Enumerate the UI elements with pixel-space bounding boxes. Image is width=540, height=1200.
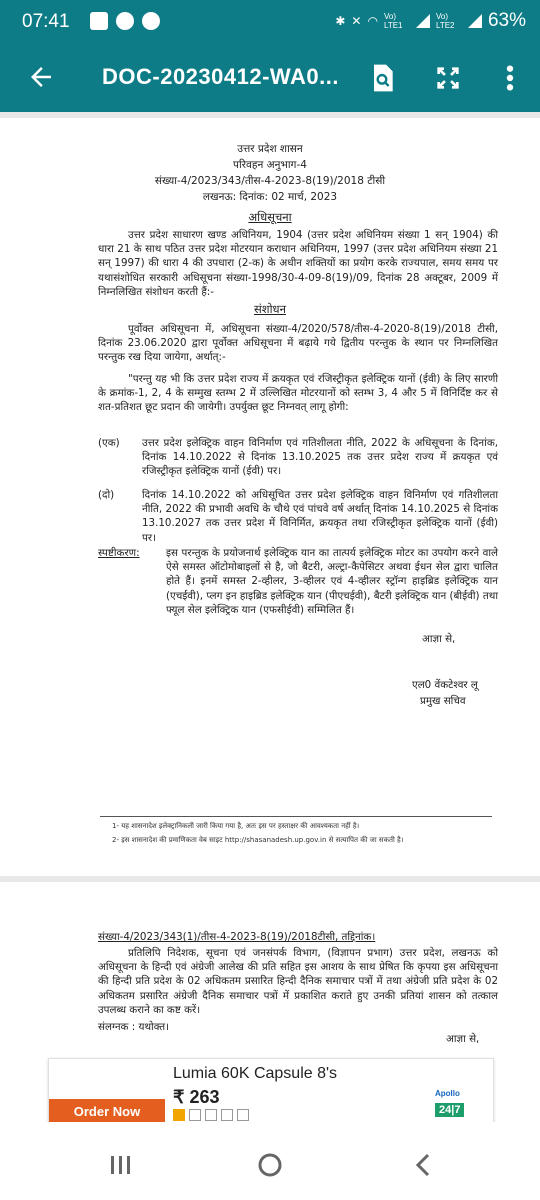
app-bar: [0, 44, 540, 112]
mail-icon: [90, 12, 108, 30]
ad-product-name: Lumia 60K Capsule 8's: [173, 1065, 338, 1082]
proviso-paragraph: "परन्तु यह भी कि उत्तर प्रदेश राज्य में क्रयकृत एवं रजिस्ट्रीकृत इलेक्ट्रिक यानों (ईवी) के लिए सारणी के क्रमांक-1, 2, 4 के सम्मुख स्तम्भ 2 में उल्लिखित मोटरयानों को स्तम्भ 3, 4 और 5 में विनिर्दिष्ट कर से शत-प्रतिशत छूट प्रदान की जायेगी। उपर्युक्त छूट निम्नवत् लागू होगी:: [98, 373, 498, 414]
facebook-icon: [116, 12, 134, 30]
order-now-button[interactable]: Order Now: [49, 1099, 165, 1125]
explanation-label: स्पष्टीकरण:: [98, 547, 140, 559]
back-arrow-icon[interactable]: [26, 62, 56, 92]
footnote-divider: [100, 816, 492, 817]
status-bar: [0, 0, 540, 44]
more-options-icon[interactable]: [500, 62, 520, 94]
page2-enclosure: संलग्नक : यथोक्त।: [98, 1021, 169, 1033]
document-page-1: [0, 118, 540, 876]
battery-level: 63%: [487, 10, 526, 31]
notification-heading: अधिसूचना: [248, 210, 292, 224]
notification-icons: [90, 12, 160, 30]
amendment-heading: संशोधन: [253, 302, 287, 316]
status-right: [335, 10, 526, 32]
page2-reference: संख्या-4/2023/343(1)/तीस-4-2023-8(19)/2018टीसी, तद्दिनांक।: [98, 931, 376, 943]
document-title: DOC-20230412-WA0...: [102, 64, 339, 89]
preamble-paragraph: उत्तर प्रदेश साधारण खण्ड अधिनियम, 1904 (उत्तर प्रदेश अधिनियम संख्या 1 सन् 1904) की धारा 21 के साथ पठित उत्तर प्रदेश मोटरयान कराधान अधिनियम, 1997 (उत्तर प्रदेश अधिनियम संख्या 21 सन् 1997) की धारा 4 की उपधारा (2-क) के अधीन शक्तियों का प्रयोग करके राज्यपाल, समय समय पर यथासंशोधित सरकारी अधिसूचना संख्या-1998/30-4-09-8(19)/09, दिनांक 28 अक्टूबर, 2009 में निम्नलिखित संशोधन करती हैं:-: [98, 229, 498, 298]
back-nav-icon[interactable]: [394, 1144, 454, 1184]
search-document-icon[interactable]: [366, 62, 398, 94]
signatory-title: प्रमुख सचिव: [420, 695, 466, 707]
item-one-label: (एक): [98, 437, 120, 449]
item-two-text: दिनांक 14.10.2022 को अधिसूचित उत्तर प्रदेश इलेक्ट्रिक वाहन विनिर्माण एवं गतिशीलता नीति, 2022 की प्रभावी अवधि के चौथे एवं पांचवे वर्ष अर्थात् दिनांक 14.10.2025 से दिनांक 13.10.2027 तक उत्तर प्रदेश में विनिर्मित, क्रयकृत तथा रजिस्ट्रीकृत इलेक्ट्रिक यानों (ईवी) पर।: [142, 489, 498, 544]
page2-copy-paragraph: प्रतिलिपि निदेशक, सूचना एवं जनसंपर्क विभाग, (विज्ञापन प्रभाग) उत्तर प्रदेश, लखनऊ को अधिसूचना के हिन्दी एवं अंग्रेजी आलेख की प्रति सहित इस आशय के साथ प्रेषित कि कृपया इस अधिसूचना की हिन्दी प्रति प्रदेश के 02 अधिकतम प्रसारित हिन्दी दैनिक समाचार पत्रों में तथा अंग्रेजी प्रति प्रदेश के 02 अधिकतम प्रसारित अंग्रेजी दैनिक समाचार पत्रों में प्रकाशित कराते हुए उनकी प्रतियां शासन को तत्काल उपलब्ध कराने का कष्ट करें।: [98, 947, 498, 1016]
footnote-2: 2- इस शासनादेश की प्रमाणिकता वेब साइट http://shasanadesh.up.gov.in से सत्यापित की जा सकती है।: [112, 836, 404, 844]
whatsapp-icon: [142, 12, 160, 30]
header-line-3: संख्या-4/2023/343/तीस-4-2023-8(19)/2018 टीसी: [154, 175, 386, 187]
page2-by-order: आज्ञा से,: [446, 1033, 480, 1045]
ad-carousel-dots: [173, 1109, 249, 1121]
apollo-247-badge: 24|7: [435, 1103, 464, 1117]
footnote-1: 1- यह शासनादेश इलेक्ट्रानिकली जारी किया गया है, अतः इस पर हस्ताक्षर की आवश्यकता नहीं है।: [112, 822, 360, 830]
fullscreen-icon[interactable]: [432, 62, 464, 94]
home-icon[interactable]: [240, 1144, 300, 1184]
bluetooth-icon: ✱: [335, 14, 346, 28]
header-line-2: परिवहन अनुभाग-4: [233, 159, 307, 171]
signatory-name: एल0 वेंकटेश्वर लू: [412, 679, 478, 691]
navigation-bar: [0, 1122, 540, 1200]
carousel-dot-4[interactable]: [221, 1109, 233, 1121]
amendment-paragraph: पूर्वोक्त अधिसूचना में, अधिसूचना संख्या-4/2020/578/तीस-4-2020-8(19)/2018 टीसी, दिनांक 23.06.2020 द्वारा पूर्वोक्त अधिसूचना में बढ़ाये गये द्वितीय परन्तुक के स्थान पर निम्नलिखित परन्तुक रख दिया जायेगा, अर्थात्:-: [98, 323, 498, 364]
signal2-icon: [468, 14, 482, 28]
wifi-icon: ◠: [367, 14, 378, 28]
recent-apps-icon[interactable]: [90, 1144, 150, 1184]
network1-label: Vo) LTE1: [383, 12, 403, 30]
item-two-label: (दो): [98, 489, 115, 501]
signal1-icon: [416, 14, 430, 28]
header-line-1: उत्तर प्रदेश शासन: [237, 143, 303, 155]
explanation-text: इस परन्तुक के प्रयोजनार्थ इलेक्ट्रिक यान का तात्पर्य इलेक्ट्रिक मोटर का उपयोग करने वाले ऐसे समस्त ऑटोमोबाइलों से है, जो बैटरी, अल्ट्रा-कैपेसिटर अथवा ईधन सेल द्वारा चालित होते हैं। इनमें समस्त 2-व्हीलर, 3-व्हीलर एवं 4-व्हीलर स्ट्रॉन्ग हाइब्रिड इलेक्ट्रिक यान (एचईवी), प्लग इन हाइब्रिड इलेक्ट्रिक यान (पीएचईवी), बैटरी इलेक्ट्रिक यान (बीईवी) तथा फ्यूल सेल इलेक्ट्रिक यान (एफसीईवी) सम्मिलित हैं।: [166, 547, 498, 616]
carousel-dot-1[interactable]: [173, 1109, 185, 1121]
network2-label: Vo) LTE2: [435, 12, 455, 30]
header-line-4: लखनऊ: दिनांक: 02 मार्च, 2023: [202, 191, 338, 203]
status-time: 07:41: [22, 11, 70, 32]
ad-product-price: ₹ 263: [173, 1087, 220, 1107]
mute-icon: ✕: [351, 14, 362, 28]
apollo-logo: [435, 1089, 485, 1121]
item-one-text: उत्तर प्रदेश इलेक्ट्रिक वाहन विनिर्माण एवं गतिशीलता नीति, 2022 के अधिसूचना के दिनांक, दिनांक 14.10.2022 से दिनांक 13.10.2025 तक उत्तर प्रदेश राज्य में क्रयकृत एवं रजिस्ट्रीकृत इलेक्ट्रिक यानों (ईवी) पर।: [142, 437, 498, 478]
carousel-dot-2[interactable]: [189, 1109, 201, 1121]
by-order-text: आज्ञा से,: [422, 633, 456, 645]
carousel-dot-5[interactable]: [237, 1109, 249, 1121]
ad-product-image-area[interactable]: [49, 1059, 165, 1125]
ad-banner[interactable]: [48, 1058, 494, 1126]
carousel-dot-3[interactable]: [205, 1109, 217, 1121]
apollo-brand-text: Apollo: [435, 1089, 460, 1098]
